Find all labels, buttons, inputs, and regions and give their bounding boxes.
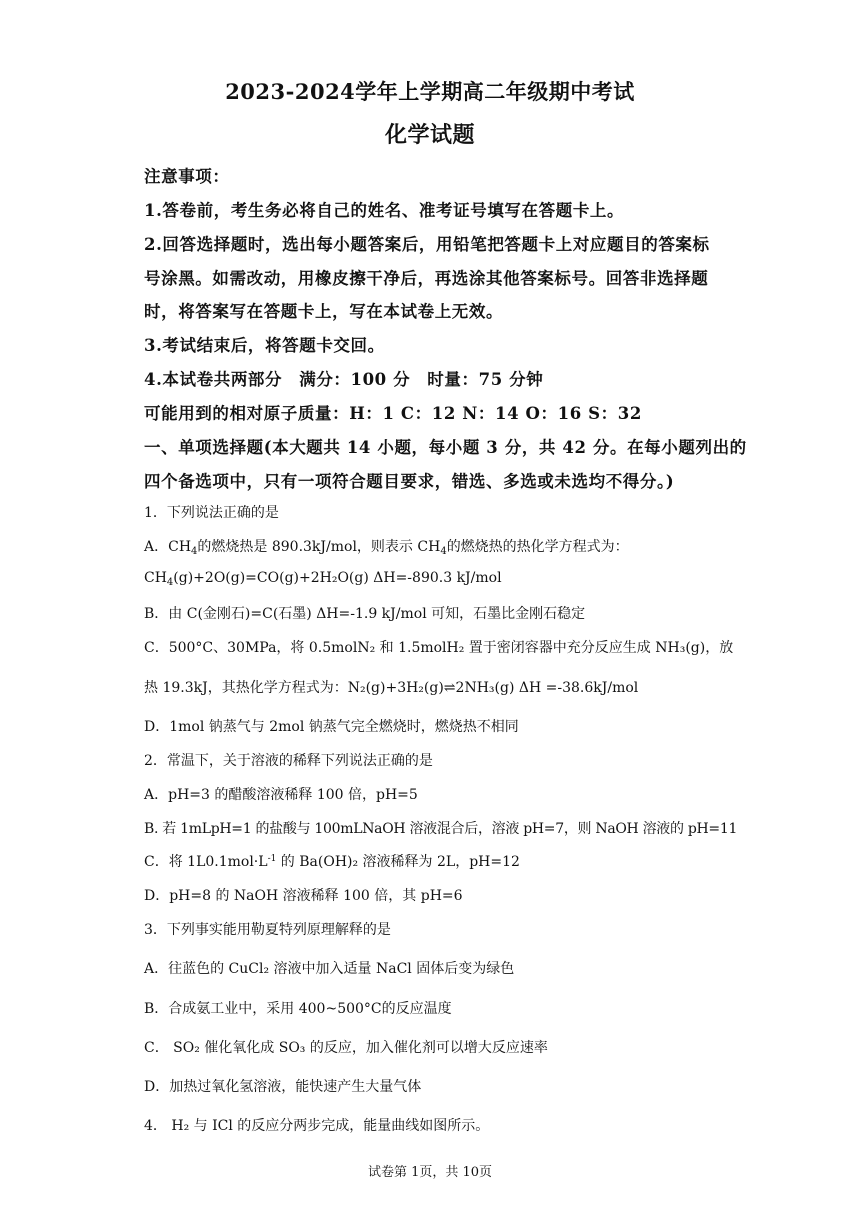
q3-option-a: A．往蓝色的 CuCl₂ 溶液中加入适量 NaCl 固体后变为绿色	[144, 961, 515, 977]
notice-heading: 注意事项：	[144, 167, 230, 186]
q2-option-c	[144, 851, 744, 871]
q3-stem: 3．下列事实能用勒夏特列原理解释的是	[144, 922, 391, 938]
notice-item-3: 3.考试结束后，将答题卡交回。	[144, 336, 385, 355]
q1-a-eq: (g)+2O(g)=CO(g)+2H₂O(g) ΔH=-890.3 kJ/mol	[173, 570, 502, 586]
q1-a-pre: A．CH	[144, 539, 192, 555]
q3-option-b: B．合成氨工业中，采用 400~500°C的反应温度	[144, 1001, 452, 1017]
q2-option-d: D．pH=8 的 NaOH 溶液稀释 100 倍，其 pH=6	[144, 888, 463, 904]
notice-item-2a: 2.回答选择题时，选出每小题答案后，用铅笔把答题卡上对应题目的答案标	[144, 235, 710, 254]
q2-c-post: 的 Ba(OH)₂ 溶液稀释为 2L，pH=12	[276, 854, 520, 870]
notice-item-1: 1.答卷前，考生务必将自己的姓名、准考证号填写在答题卡上。	[144, 201, 625, 220]
q1-a-post: 的燃烧热的热化学方程式为：	[446, 539, 629, 555]
notice-item-2c: 时，将答案写在答题卡上，写在本试卷上无效。	[144, 302, 504, 321]
q1-option-a	[144, 536, 744, 556]
q1-option-c-2: 热 19.3kJ，其热化学方程式为：N₂(g)+3H₂(g)⇌2NH₃(g) ΔH =-38.6kJ/mol	[144, 680, 639, 696]
q2-option-b: B. 若 1mLpH=1 的盐酸与 100mLNaOH 溶液混合后，溶液 pH=7，则 NaOH 溶液的 pH=11	[144, 821, 738, 837]
q1-option-d: D．1mol 钠蒸气与 2mol 钠蒸气完全燃烧时，燃烧热不相同	[144, 719, 519, 735]
q2-option-a: A．pH=3 的醋酸溶液稀释 100 倍，pH=5	[144, 787, 418, 803]
q4-stem: 4． H₂ 与 ICl 的反应分两步完成，能量曲线如图所示。	[144, 1118, 490, 1134]
q3-option-d: D．加热过氧化氢溶液，能快速产生大量气体	[144, 1079, 422, 1095]
q1-option-c-1: C．500°C、30MPa，将 0.5molN₂ 和 1.5molH₂ 置于密闭容器中充分反应生成 NH₃(g)，放	[144, 640, 734, 656]
section1-heading-b: 四个备选项中，只有一项符合题目要求，错选、多选或未选均不得分。)	[144, 472, 675, 491]
notice-item-4: 4.本试卷共两部分 满分：100 分 时量：75 分钟	[144, 370, 544, 389]
q2-c-pre: C．将 1L0.1mol·L	[144, 854, 268, 870]
exam-subtitle: 化学试题	[384, 122, 475, 148]
atomic-mass-line: 可能用到的相对原子质量：H：1 C：12 N：14 O：16 S：32	[144, 404, 642, 423]
q1-option-a-equation: $CH_4(g)+2O(g)=CO(g)+2H_2O(g)$ ΔH=-890.3 kJ/mol	[144, 570, 502, 588]
q2-c-sup: -1	[267, 854, 277, 864]
q1-stem: 1．下列说法正确的是	[144, 505, 279, 521]
notice-item-2b: 号涂黑。如需改动，用橡皮擦干净后，再选涂其他答案标号。回答非选择题	[144, 269, 709, 288]
exam-title: 2023-2024学年上学期高二年级期中考试	[225, 79, 635, 104]
q1-option-b: B．由 C(金刚石)=C(石墨) ΔH=-1.9 kJ/mol 可知，石墨比金刚石稳定	[144, 606, 586, 622]
q2-stem: 2．常温下，关于溶液的稀释下列说法正确的是	[144, 753, 433, 769]
q3-option-c: C． SO₂ 催化氧化成 SO₃ 的反应，加入催化剂可以增大反应速率	[144, 1040, 548, 1056]
q1-a-mid: 的燃烧热是 890.3kJ/mol，则表示 CH	[197, 539, 441, 555]
section1-heading-a: 一、单项选择题(本大题共 14 小题，每小题 3 分，共 42 分。在每小题列出的	[144, 438, 747, 457]
subscript: 4	[440, 546, 447, 557]
page-footer: 试卷第 1页，共 10页	[367, 1165, 493, 1180]
subscript: 4	[191, 546, 198, 557]
